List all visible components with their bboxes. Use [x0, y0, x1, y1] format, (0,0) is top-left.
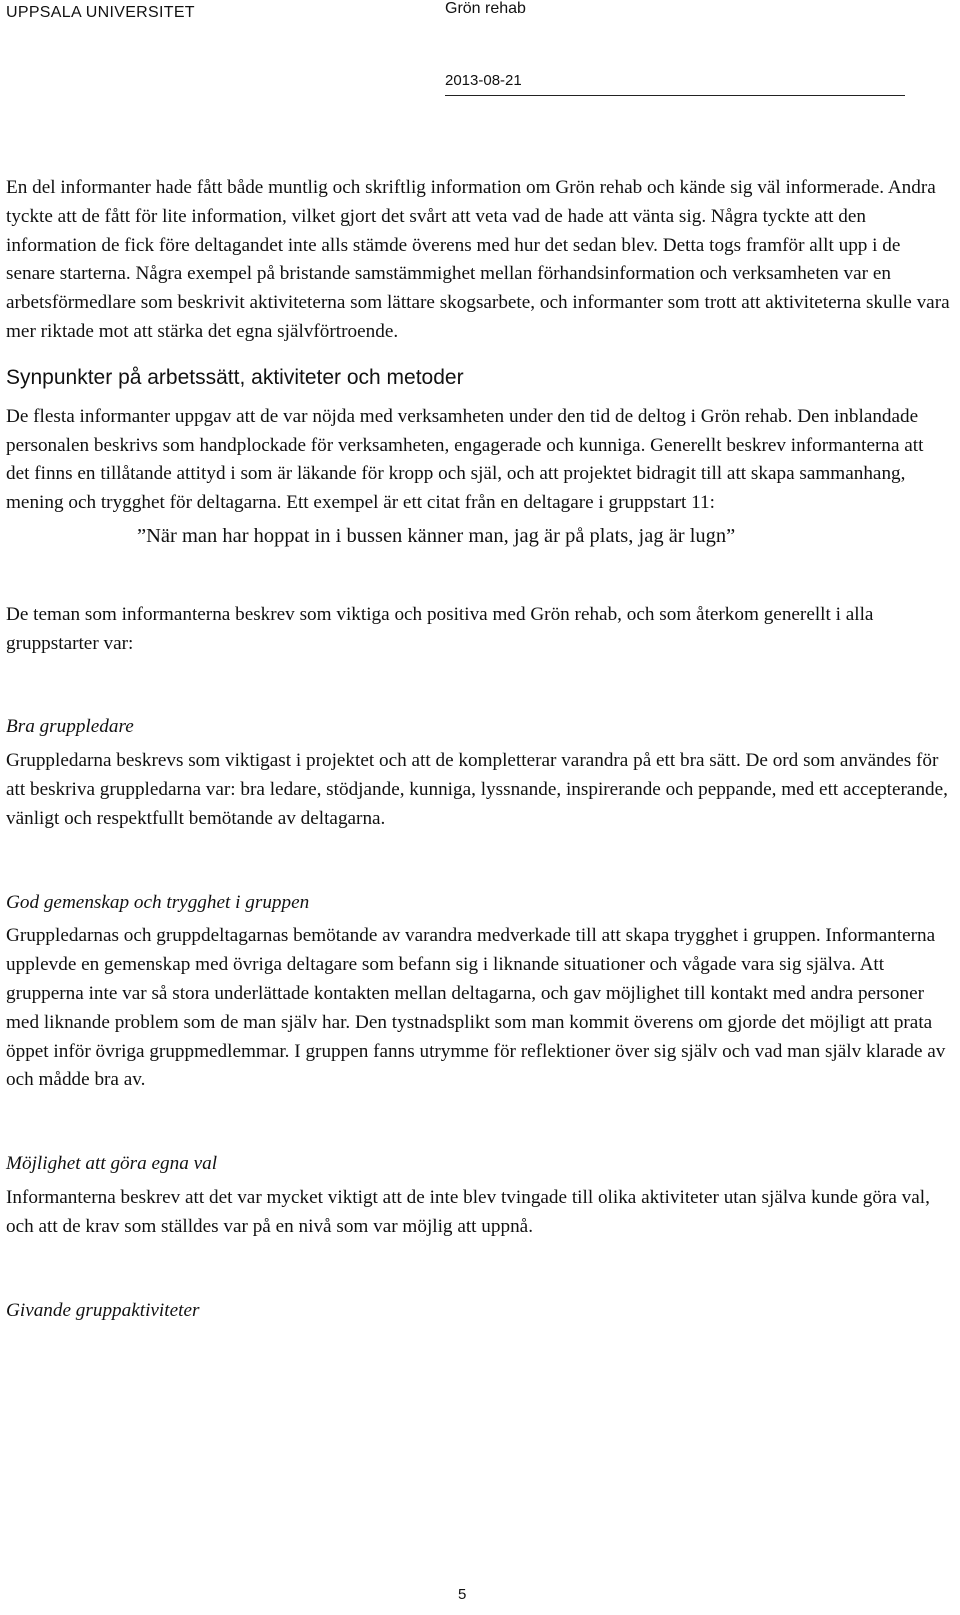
page-header [0, 0, 960, 100]
theme-heading-bra-gruppledare: Bra gruppledare [6, 716, 134, 738]
spacer [6, 834, 951, 889]
theme-text-egna-val: Informanterna beskrev att det var mycket viktigt att de inte blev tvingade till olika aktiviteter utan själva kunde göra val, och att de krav som ställdes var på en nivå som var möjlig att uppnå. [6, 1186, 930, 1237]
university-name: UPPSALA UNIVERSITET [6, 4, 195, 21]
theme-heading-egna-val: Möjlighet att göra egna val [6, 1153, 218, 1175]
theme-heading-gruppaktiviteter: Givande gruppaktiviteter [6, 1299, 200, 1321]
theme-heading-god-gemenskap: God gemenskap och trygghet i gruppen [6, 891, 310, 913]
theme-text-bra-gruppledare: Gruppledarna beskrevs som viktigast i projektet och att de kompletterar varandra på ett bra sätt. De ord som användes för att beskriva gruppledarna var: bra ledare, stödjande, kunniga, lyssnande, inspirerande och peppande, med ett accepterande, vänligt och respektfullt bemötande av deltagarna. [6, 750, 948, 829]
theme-text-god-gemenskap: Gruppledarnas och gruppdeltagarnas bemötande av varandra medverkade till att skapa trygghet i gruppen. Informanterna upplevde en gemenskap med övriga deltagare som befann sig i liknande situationer och vågade vara sig själva. Att grupperna inte var så stora underlättade kontakten mellan deltagarna, och gav möjlighet till kontakt med andra personer med liknande problem som de man själv har. Den tystnadsplikt som man kommit överens om gjorde det möjligt att prata öppet inför övriga gruppmedlemmar. I gruppen fanns utrymme för reflektioner över sig själv och vad man själv klarade av och mådde bra av. [6, 925, 946, 1091]
page-number: 5 [458, 1586, 467, 1603]
themes-intro-paragraph: De teman som informanterna beskrev som viktiga och positiva med Grön rehab, och som återkom generellt i alla gruppstarter var: [6, 603, 874, 654]
spacer [6, 1242, 951, 1297]
spacer [6, 551, 951, 601]
spacer [6, 658, 951, 713]
spacer [6, 1095, 951, 1150]
section-paragraph: De flesta informanter uppgav att de var nöjda med verksamheten under den tid de deltog i Grön rehab. Den inblandade personalen beskrivs som handplockade för verksamheten, engagerade och kunniga. Generellt beskrev informanterna att det finns en tillåtande attityd i som är läkande för kropp och själ, och att projektet bidragit till att skapa sammanhang, mening och trygghet för deltagarna. Ett exempel är ett citat från en deltagare i gruppstart 11: [6, 405, 924, 514]
header-rule [445, 95, 905, 96]
document-title: Grön rehab [445, 0, 526, 17]
document-date: 2013-08-21 [445, 72, 522, 89]
page-content [6, 174, 951, 1330]
section-heading: Synpunkter på arbetssätt, aktiviteter och metoder [6, 365, 464, 389]
participant-quote: ”När man har hoppat in i bussen känner man, jag är på plats, jag är lugn” [137, 524, 736, 547]
intro-paragraph: En del informanter hade fått både muntlig och skriftlig information om Grön rehab och kände sig väl informerade. Andra tyckte att de fått för lite information, vilket gjort det svårt att veta vad de hade att vänta sig. Några tyckte att den information de fick före deltagandet inte alls stämde överens med hur det sedan blev. Detta togs framför allt upp i de senare starterna. Några exempel på bristande samstämmighet mellan förhandsinformation och verksamheten var en arbetsförmedlare som beskrivit aktiviteterna som lättare skogsarbete, och informanter som trott att aktiviteterna skulle vara mer riktade mot att stärka det egna självförtroende. [6, 177, 950, 342]
